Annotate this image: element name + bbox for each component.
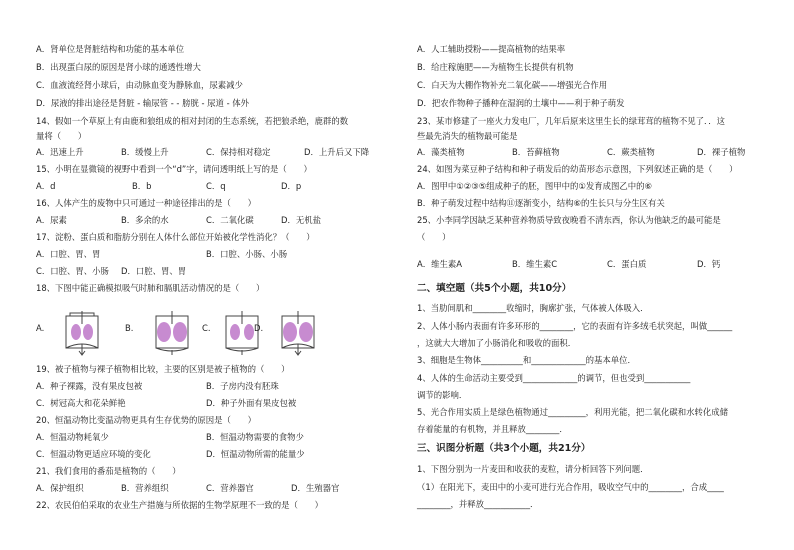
q22-option-d: D．把农作物种子播种在湿润的土壤中——利于种子萌发 bbox=[417, 98, 625, 108]
fill-q2: 2、人体小肠内表面有许多环形的________，它的表面有许多绒毛状突起，叫做______ bbox=[417, 321, 733, 331]
fig-label-d: D. bbox=[254, 323, 264, 333]
q15-option-a: A．d bbox=[36, 181, 56, 191]
q21-option-c: C．营养器官 bbox=[206, 483, 254, 493]
q22-option-c: C．白天为大棚作物补充二氧化碳——增强光合作用 bbox=[417, 80, 608, 90]
q20-option-a: A．恒温动物耗氧少 bbox=[36, 432, 109, 442]
q19-stem: 19、被子植物与裸子植物相比较，主要的区别是被子植物的（ ） bbox=[36, 364, 290, 374]
q25-option-a: A．维生素A bbox=[417, 259, 462, 269]
fill-q4-cont: 调节的影响． bbox=[417, 390, 468, 400]
q21-option-b: B．营养组织 bbox=[121, 483, 169, 493]
fill-q3: 3、细胞是生物体__________和_____________的基本单位． bbox=[417, 355, 636, 365]
q16-option-a: A．尿素 bbox=[36, 215, 67, 225]
q21-option-d: D．生殖器官 bbox=[291, 483, 340, 493]
q14-option-a: A．迅速上升 bbox=[36, 147, 84, 157]
q20-option-d: D．恒温动物所需的能量少 bbox=[206, 449, 305, 459]
q14-stem: 14、假如一个草原上有由鹿和狼组成的相对封闭的生态系统，若把狼杀绝，鹿群的数 bbox=[36, 116, 349, 126]
q13-option-d: D．尿液的排出途径是肾脏 - 输尿管 - - 膀胱 - 尿道 - 体外 bbox=[36, 98, 250, 108]
diagram-q1-part1: （1）在阳光下，麦田中的小麦可进行光合作用，吸收空气中的________，合成____ bbox=[417, 482, 724, 492]
section-fill-in-title: 二、填空题（共5个小题，共10分） bbox=[417, 283, 572, 294]
fig-label-b: B. bbox=[125, 323, 134, 333]
q20-option-c: C．恒温动物更适应环境的变化 bbox=[36, 449, 151, 459]
q19-option-a: A．种子裸露，没有果皮包被 bbox=[36, 381, 143, 391]
q23-option-d: D．裸子植物 bbox=[697, 147, 746, 157]
fill-q4: 4、人体的生命活动主要受到_____________的调节，但也受到___________ bbox=[417, 373, 691, 383]
q16-stem: 16、人体产生的废物中只可通过一种途径排出的是（ ） bbox=[36, 198, 257, 208]
q23-stem-cont: 些最先消失的植物最可能是 bbox=[417, 131, 518, 141]
q15-option-b: B．b bbox=[132, 181, 152, 191]
q20-option-b: B．恒温动物需要的食物少 bbox=[206, 432, 304, 442]
q23-option-c: C．蕨类植物 bbox=[607, 147, 655, 157]
q22-option-b: B．给庄稼施肥——为植物生长提供有机物 bbox=[417, 62, 574, 72]
q25-stem: 25、小李同学因缺乏某种营养物质导致夜晚看不清东西，你认为他缺乏的最可能是 bbox=[417, 215, 721, 225]
q21-stem: 21、我们食用的番茄是植物的（ ） bbox=[36, 466, 181, 476]
q16-option-c: C．二氧化碳 bbox=[206, 215, 254, 225]
q25-stem-cont: （ ） bbox=[417, 232, 451, 242]
q24-option-b: B．种子萌发过程中结构⑪逐渐变小，结构⑥的生长只与分生区有关 bbox=[417, 198, 665, 208]
q18-stem: 18、下图中能正确模拟吸气时肺和膈肌活动情况的是（ ） bbox=[36, 283, 265, 293]
q15-option-c: C．q bbox=[206, 181, 226, 191]
diagram-q1-stem: 1、下图分别为一片麦田和收获的麦粒，请分析回答下列问题． bbox=[417, 464, 649, 474]
q23-option-b: B．苔藓植物 bbox=[512, 147, 560, 157]
lung-model-a bbox=[52, 308, 112, 356]
lung-model-d bbox=[268, 308, 328, 356]
q14-stem-cont: 量将（ ） bbox=[36, 131, 87, 141]
q21-option-a: A．保护组织 bbox=[36, 483, 84, 493]
q22-option-a: A．人工辅助授粉——提高植物的结果率 bbox=[417, 44, 566, 54]
q19-option-d: D．种子外面有果皮包被 bbox=[206, 398, 297, 408]
q17-option-c: C．口腔、胃、小肠 bbox=[36, 266, 109, 276]
q22-stem: 22、农民伯伯采取的农业生产措施与所依据的生物学原理不一致的是（ ） bbox=[36, 500, 324, 510]
q20-stem: 20、恒温动物比变温动物更具有生存优势的原因是（ ） bbox=[36, 415, 257, 425]
q13-option-c: C．血液流经肾小球后，由动脉血变为静脉血，尿素减少 bbox=[36, 80, 243, 90]
q13-option-b: B．出现蛋白尿的原因是肾小球的通透性增大 bbox=[36, 62, 201, 72]
fill-q1: 1、当肋间肌和________收缩时，胸廓扩张，气体被人体吸入． bbox=[417, 303, 649, 313]
q14-option-d: D．上升后又下降 bbox=[304, 147, 370, 157]
q17-option-a: A．口腔、胃、胃 bbox=[36, 249, 101, 259]
q15-option-d: D．p bbox=[281, 181, 302, 191]
lung-model-b bbox=[142, 308, 202, 356]
q17-option-b: B．口腔、小肠、小肠 bbox=[206, 249, 288, 259]
fig-label-a: A. bbox=[36, 323, 45, 333]
q17-option-d: D．口腔、胃、胃 bbox=[121, 266, 187, 276]
q25-option-c: C．蛋白质 bbox=[607, 259, 647, 269]
q25-option-b: B．维生素C bbox=[512, 259, 558, 269]
q14-option-c: C．保持相对稳定 bbox=[206, 147, 271, 157]
q15-stem: 15、小明在显微镜的视野中看到一个“d”字，请问透明纸上写的是（ ） bbox=[36, 164, 312, 174]
q24-option-a: A．图甲中①②③⑤组成种子的胚，图甲中的①发育成图乙中的⑥ bbox=[417, 181, 653, 191]
fig-label-c: C. bbox=[202, 323, 211, 333]
fill-q5-cont: 存着能量的有机物，并且释放________． bbox=[417, 424, 568, 434]
q23-stem: 23、某市修建了一座火力发电厂，几年后原来这里生长的绿茸茸的植物不见了．．这 bbox=[417, 116, 725, 126]
q16-option-d: D．无机盐 bbox=[281, 215, 321, 225]
fill-q2-cont: ，这就大大增加了小肠消化和吸收的面积． bbox=[417, 338, 577, 348]
q23-option-a: A．藻类植物 bbox=[417, 147, 465, 157]
diagram-q1-part1-cont: ________，并释放___________． bbox=[417, 499, 539, 509]
q25-option-d: D．钙 bbox=[697, 259, 721, 269]
q19-option-c: C．树冠高大和花朵鲜艳 bbox=[36, 398, 126, 408]
fill-q5: 5、光合作用实质上是绿色植物通过_________，利用光能，把二氧化碳和水转化成储 bbox=[417, 407, 729, 417]
q19-option-b: B．子房内没有胚珠 bbox=[206, 381, 279, 391]
q24-stem: 24、如图为菜豆种子结构和种子萌发后的幼苗形态示意图，下列叙述正确的是（ ） bbox=[417, 164, 738, 174]
q13-option-a: A．肾单位是肾脏结构和功能的基本单位 bbox=[36, 44, 185, 54]
q16-option-b: B．多余的水 bbox=[121, 215, 169, 225]
q14-option-b: B．缓慢上升 bbox=[121, 147, 169, 157]
section-diagram-title: 三、识图分析题（共3个小题，共21分） bbox=[417, 443, 591, 454]
q17-stem: 17、淀粉、蛋白质和脂肪分别在人体什么部位开始被化学性消化？（ ） bbox=[36, 232, 315, 242]
